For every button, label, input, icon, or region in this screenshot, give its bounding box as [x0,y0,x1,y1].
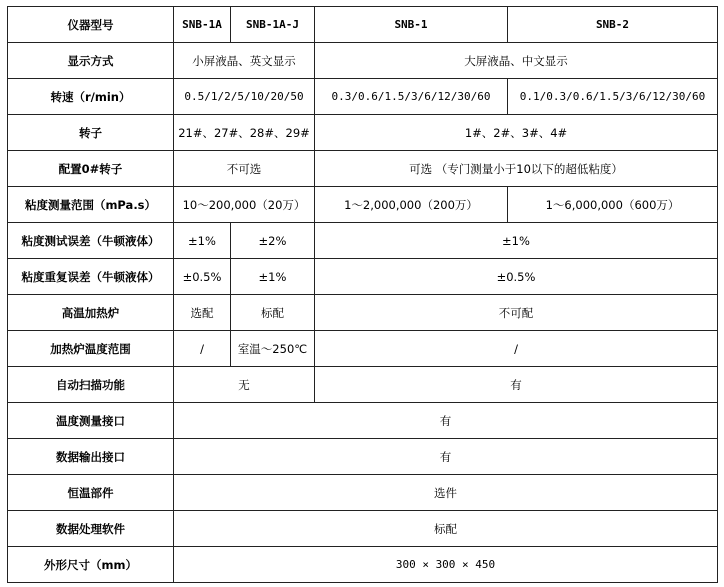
cell-rotor-small: 21#、27#、28#、29# [174,115,315,151]
cell-repeat-1a: ±0.5% [174,259,231,295]
cell-speed-1a: 0.5/1/2/5/10/20/50 [174,79,315,115]
cell-range-1a: 10～200,000（20万） [174,187,315,223]
cell-autoscan-small: 无 [174,367,315,403]
cell-furnace-range-1aj: 室温～250℃ [231,331,315,367]
cell-display-small: 小屏液晶、英文显示 [174,43,315,79]
table-row [8,547,718,583]
cell-rotor-large: 1#、2#、3#、4# [315,115,718,151]
table-row [8,367,718,403]
table-row [8,403,718,439]
row-label-software: 数据处理软件 [8,511,174,547]
row-label-range: 粘度测量范围（mPa.s） [8,187,174,223]
cell-furnace-1a: 选配 [174,295,231,331]
table-row [8,439,718,475]
row-label-furnace-range: 加热炉温度范围 [8,331,174,367]
cell-error-1aj: ±2% [231,223,315,259]
table-row [8,7,718,43]
model-snb-1a-j: SNB-1A-J [231,7,315,43]
table-row [8,295,718,331]
table-row [8,151,718,187]
row-label-display: 显示方式 [8,43,174,79]
cell-furnace-range-large: / [315,331,718,367]
row-label-speed: 转速（r/min） [8,79,174,115]
cell-speed-2: 0.1/0.3/0.6/1.5/3/6/12/30/60 [508,79,718,115]
model-snb-2: SNB-2 [508,7,718,43]
table-row [8,43,718,79]
cell-software: 标配 [174,511,718,547]
cell-range-2: 1～6,000,000（600万） [508,187,718,223]
table-row [8,79,718,115]
table-row [8,115,718,151]
row-label-rotor: 转子 [8,115,174,151]
model-snb-1a: SNB-1A [174,7,231,43]
row-label-repeat: 粘度重复误差（牛顿液体） [8,259,174,295]
cell-data-port: 有 [174,439,718,475]
cell-size: 300 × 300 × 450 [174,547,718,583]
table-row [8,475,718,511]
cell-furnace-range-1a: / [174,331,231,367]
table-row [8,259,718,295]
table-row [8,511,718,547]
cell-rotor0-small: 不可选 [174,151,315,187]
spec-table [7,6,718,583]
row-label-size: 外形尺寸（mm） [8,547,174,583]
cell-thermostat: 选件 [174,475,718,511]
row-label-furnace: 高温加热炉 [8,295,174,331]
cell-display-large: 大屏液晶、中文显示 [315,43,718,79]
row-label-rotor0: 配置0#转子 [8,151,174,187]
row-label-thermostat: 恒温部件 [8,475,174,511]
cell-furnace-1aj: 标配 [231,295,315,331]
cell-furnace-large: 不可配 [315,295,718,331]
cell-rotor0-large: 可选 （专门测量小于10以下的超低粘度） [315,151,718,187]
row-label-autoscan: 自动扫描功能 [8,367,174,403]
cell-error-large: ±1% [315,223,718,259]
cell-repeat-1aj: ±1% [231,259,315,295]
row-label-model: 仪器型号 [8,7,174,43]
cell-speed-1: 0.3/0.6/1.5/3/6/12/30/60 [315,79,508,115]
table-row [8,223,718,259]
cell-repeat-large: ±0.5% [315,259,718,295]
row-label-data-port: 数据输出接口 [8,439,174,475]
table-row [8,331,718,367]
row-label-error: 粘度测试误差（牛顿液体） [8,223,174,259]
cell-temp-port: 有 [174,403,718,439]
cell-range-1: 1～2,000,000（200万） [315,187,508,223]
cell-error-1a: ±1% [174,223,231,259]
table-row [8,187,718,223]
model-snb-1: SNB-1 [315,7,508,43]
row-label-temp-port: 温度测量接口 [8,403,174,439]
cell-autoscan-large: 有 [315,367,718,403]
